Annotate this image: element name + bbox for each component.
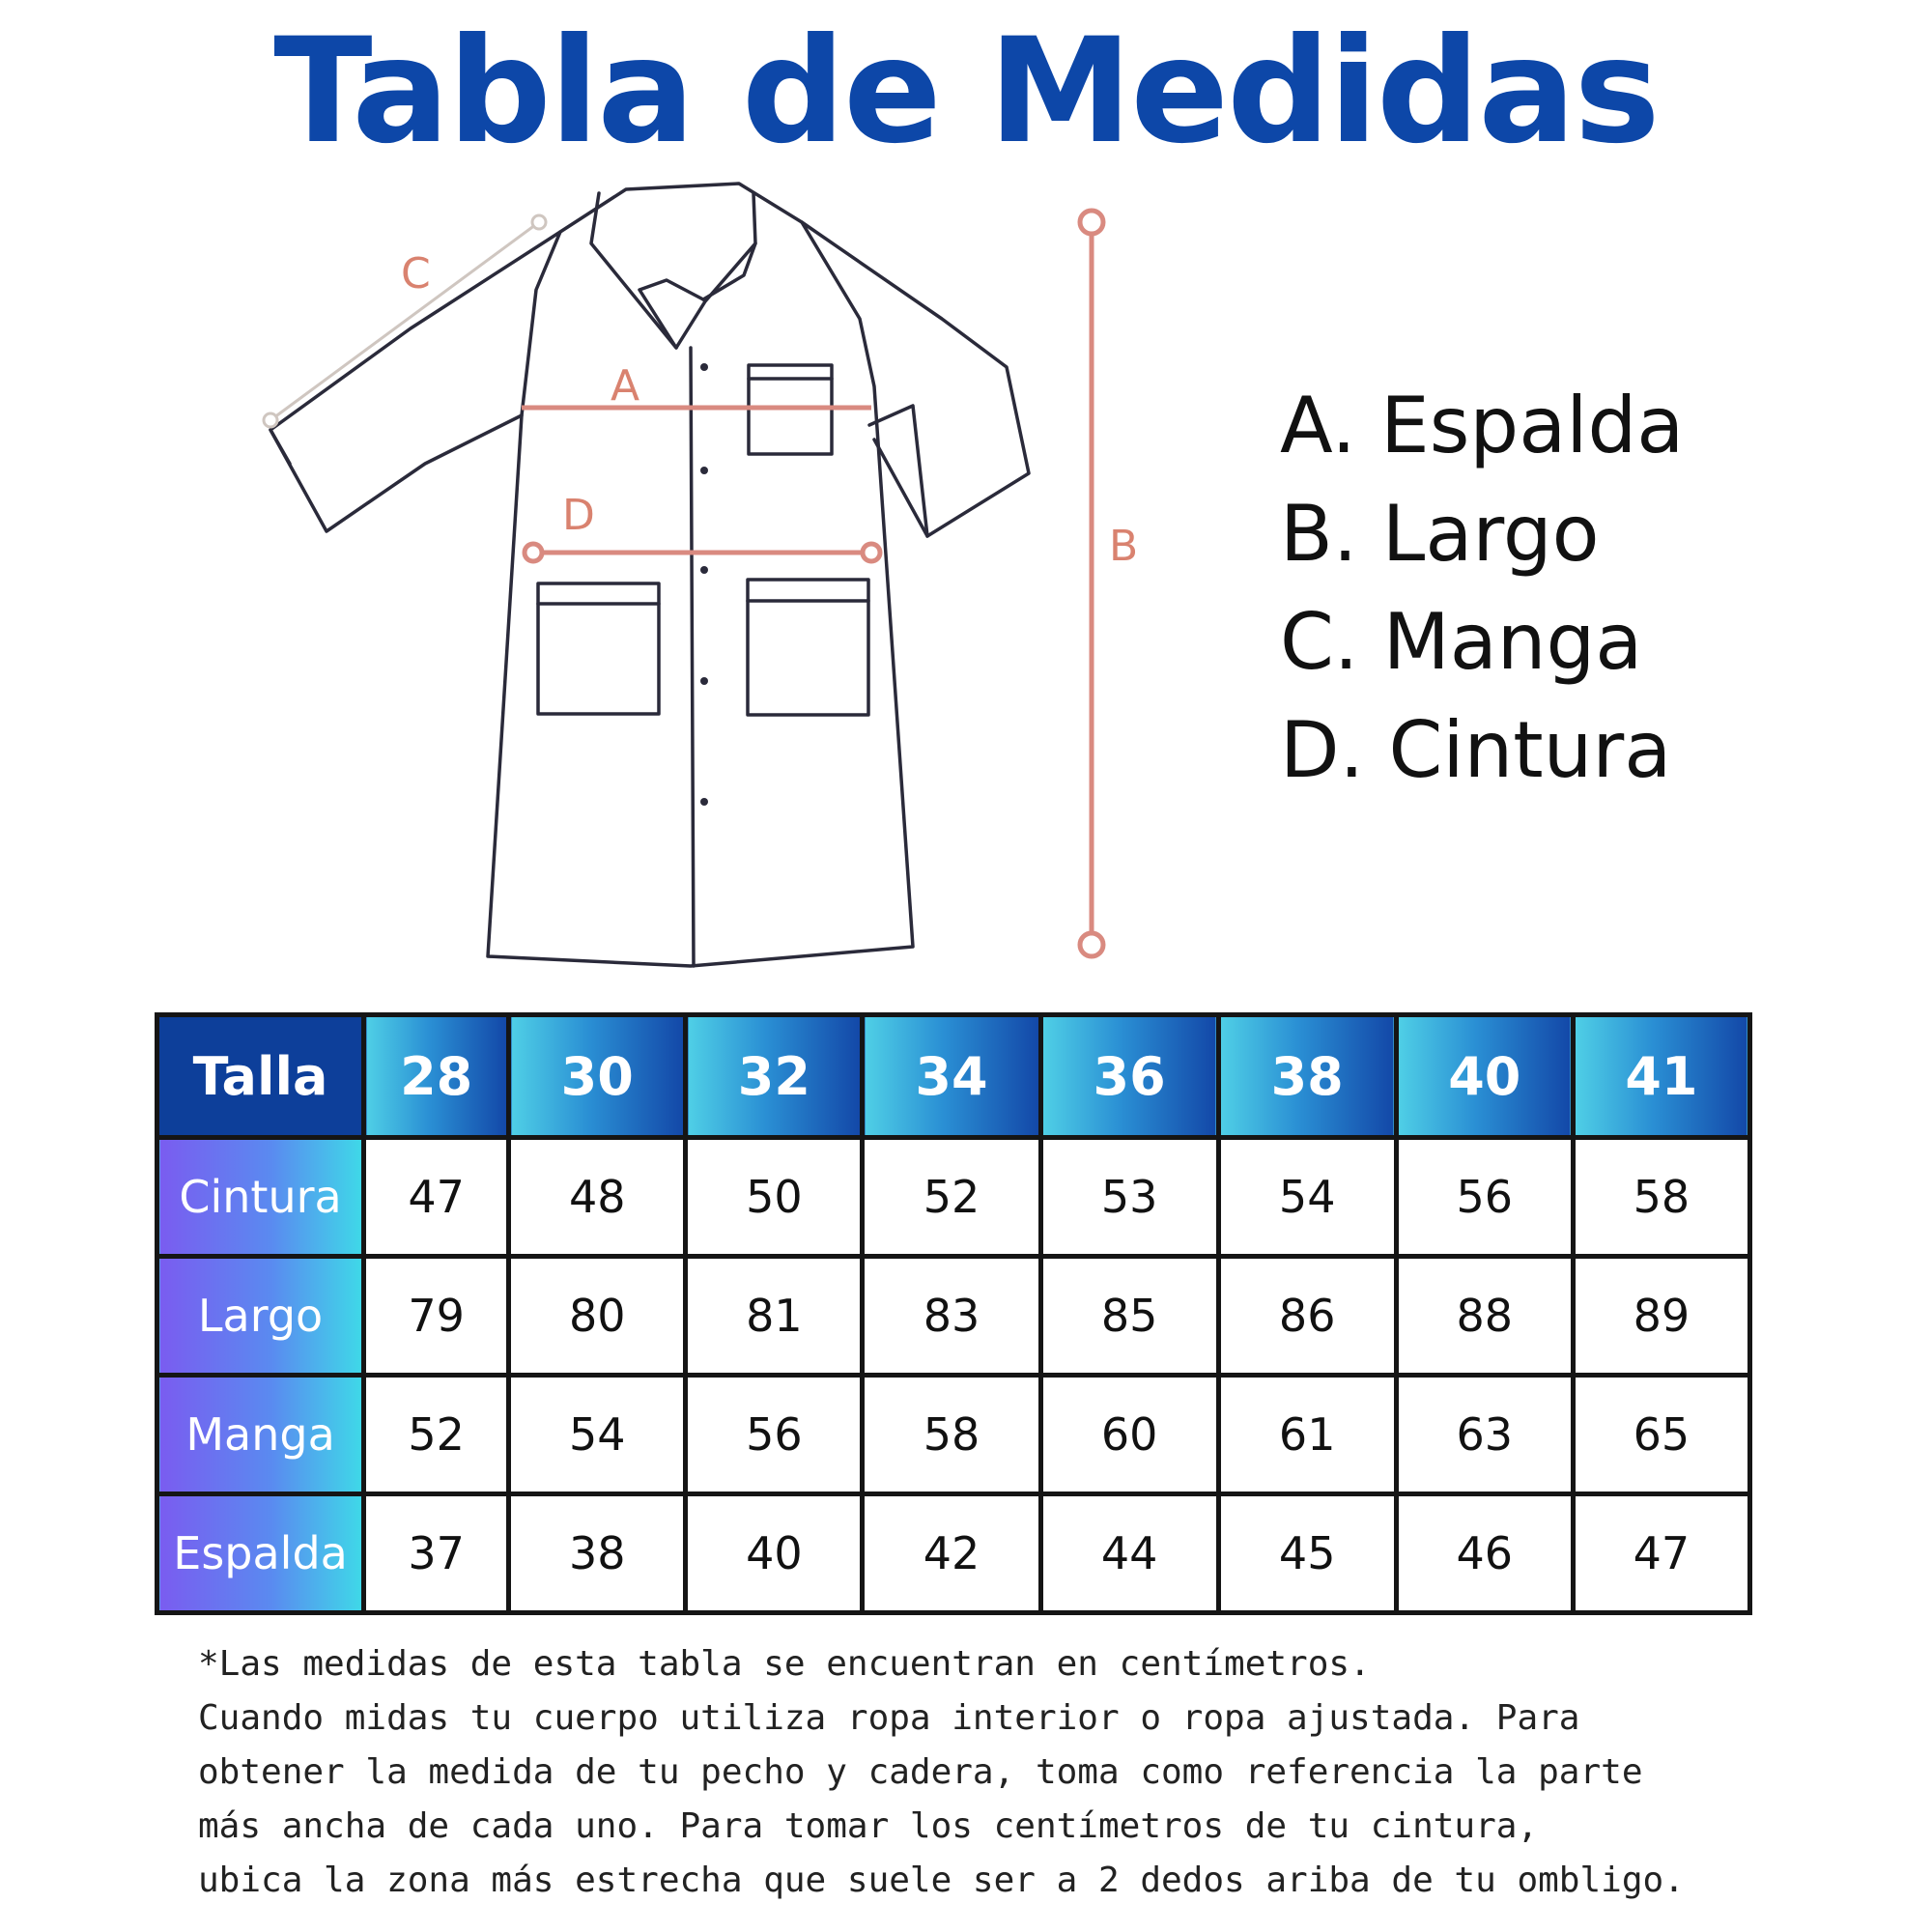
table-cell: 47 [1573, 1494, 1749, 1613]
row-label: Largo [157, 1257, 364, 1376]
header-cell-talla: Talla [157, 1015, 364, 1138]
table-cell: 89 [1573, 1257, 1749, 1376]
legend-item-largo: B. Largo [1280, 489, 1600, 579]
legend-item-cintura: D. Cintura [1280, 705, 1672, 795]
page-title: Tabla de Medidas [273, 8, 1659, 176]
table-cell: 40 [686, 1494, 863, 1613]
table-header-row [157, 1015, 1750, 1138]
table-cell: 37 [364, 1494, 509, 1613]
table-row-largo [157, 1257, 1750, 1376]
table-row-manga [157, 1376, 1750, 1494]
coat-body-outline [488, 184, 913, 966]
table-cell: 47 [364, 1138, 509, 1257]
table-cell: 56 [686, 1376, 863, 1494]
table-cell: 42 [863, 1494, 1040, 1613]
coat-right-sleeve [802, 222, 1029, 536]
table-cell: 54 [509, 1376, 686, 1494]
note-line: ubica la zona más estrecha que suele ser a 2 dedos ariba de tu ombligo. [198, 1861, 1685, 1900]
note-line: obtener la medida de tu pecho y cadera, toma como referencia la parte [198, 1752, 1643, 1792]
table-cell: 83 [863, 1257, 1040, 1376]
row-label: Manga [157, 1376, 364, 1494]
table-row-espalda [157, 1494, 1750, 1613]
table-cell: 61 [1218, 1376, 1396, 1494]
diagram-label-b: B [1109, 522, 1139, 571]
note-line: *Las medidas de esta tabla se encuentran en centímetros. [198, 1644, 1371, 1684]
table-cell: 52 [364, 1376, 509, 1494]
button [700, 798, 708, 806]
table-cell: 60 [1040, 1376, 1218, 1494]
header-cell-size: 28 [364, 1015, 509, 1138]
legend-item-manga: C. Manga [1280, 597, 1643, 687]
table-cell: 50 [686, 1138, 863, 1257]
table-cell: 56 [1396, 1138, 1573, 1257]
diagram-label-c: C [401, 249, 431, 298]
table-cell: 65 [1573, 1376, 1749, 1494]
legend-item-espalda: A. Espalda [1280, 381, 1685, 470]
header-cell-size: 30 [509, 1015, 686, 1138]
table-cell: 80 [509, 1257, 686, 1376]
measurement-legend [1280, 372, 1684, 805]
table-cell: 88 [1396, 1257, 1573, 1376]
note-line: Cuando midas tu cuerpo utiliza ropa interior o ropa ajustada. Para [198, 1698, 1580, 1738]
table-cell: 85 [1040, 1257, 1218, 1376]
button [700, 566, 708, 574]
table-cell: 48 [509, 1138, 686, 1257]
table-cell: 46 [1396, 1494, 1573, 1613]
table-cell: 54 [1218, 1138, 1396, 1257]
header-cell-size: 32 [686, 1015, 863, 1138]
table-cell: 52 [863, 1138, 1040, 1257]
row-label: Cintura [157, 1138, 364, 1257]
coat-collar [591, 193, 755, 348]
size-table [155, 1012, 1752, 1615]
table-cell: 86 [1218, 1257, 1396, 1376]
table-cell: 44 [1040, 1494, 1218, 1613]
measurement-note [198, 1637, 1705, 1908]
table-cell: 58 [1573, 1138, 1749, 1257]
table-cell: 63 [1396, 1376, 1573, 1494]
header-cell-size: 34 [863, 1015, 1040, 1138]
button [700, 363, 708, 371]
table-cell: 38 [509, 1494, 686, 1613]
table-row-cintura [157, 1138, 1750, 1257]
table-cell: 58 [863, 1376, 1040, 1494]
table-cell: 81 [686, 1257, 863, 1376]
table-cell: 53 [1040, 1138, 1218, 1257]
header-cell-size: 41 [1573, 1015, 1749, 1138]
note-line: más ancha de cada uno. Para tomar los centímetros de tu cintura, [198, 1806, 1539, 1846]
header-cell-size: 36 [1040, 1015, 1218, 1138]
table-cell: 79 [364, 1257, 509, 1376]
button [700, 467, 708, 474]
row-label: Espalda [157, 1494, 364, 1613]
button [700, 677, 708, 685]
header-cell-size: 38 [1218, 1015, 1396, 1138]
diagram-label-a: A [611, 361, 640, 411]
diagram-label-d: D [562, 491, 595, 540]
header-cell-size: 40 [1396, 1015, 1573, 1138]
table-cell: 45 [1218, 1494, 1396, 1613]
